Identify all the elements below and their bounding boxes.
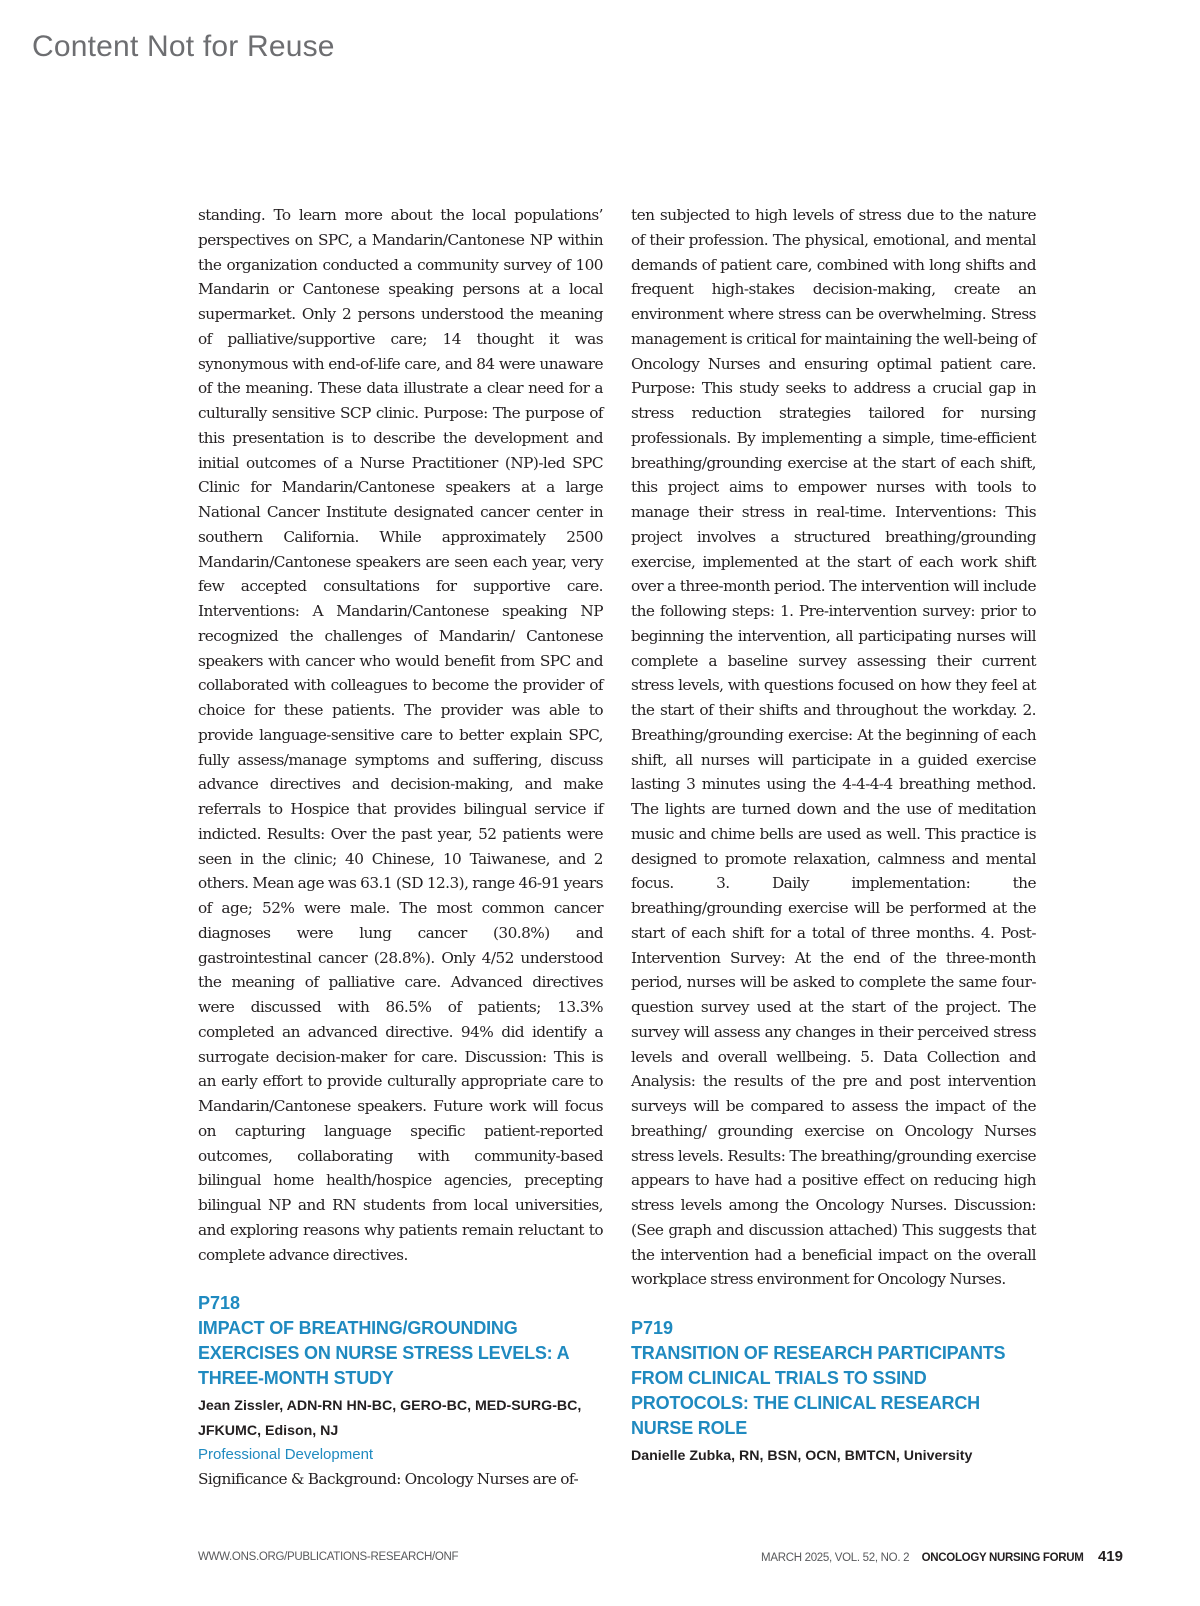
- abstract-title: IMPACT OF BREATHING/GROUNDING EXERCISES ON NURSE STRESS LEVELS: A THREE-MONTH STUDY: [198, 1318, 569, 1389]
- footer-right: [761, 1548, 1123, 1566]
- watermark: Content Not for Reuse: [32, 30, 335, 63]
- abstract-id: P718: [198, 1293, 241, 1314]
- footer-url[interactable]: WWW.ONS.ORG/PUBLICATIONS-RESEARCH/ONF: [198, 1551, 459, 1563]
- abstract-category: Professional Development: [198, 1446, 374, 1464]
- left-column: [198, 203, 603, 1492]
- page-number: 419: [1097, 1548, 1123, 1565]
- abstract-id: P719: [631, 1318, 674, 1338]
- abstract-authors: Jean Zissler, ADN-RN HN-BC, GERO-BC, MED-SURG-BC, JFKUMC, Edison, NJ: [198, 1398, 582, 1439]
- footer-journal-name: ONCOLOGY NURSING FORUM: [921, 1552, 1084, 1564]
- abstract-text-start: Significance & Background: Oncology Nurses are of-: [198, 1470, 579, 1489]
- abstract-authors: Danielle Zubka, RN, BSN, OCN, BMTCN, University: [631, 1448, 973, 1464]
- abstract-continued-text: standing. To learn more about the local populations’ perspectives on SPC, a Mandarin/Cantonese NP within the organization conducted a community survey of 100 Mandarin or Cantonese speaking persons at a local supermarket. Only 2 persons understood the meaning of palliative/supportive care; 14 thought it was synonymous with end-of-life care, and 84 were unaware of the meaning. These data illustrate a clear need for a culturally sensitive SCP clinic. Purpose: The purpose of this presentation is to describe the development and initial outcomes of a Nurse Practitioner (NP)-led SPC Clinic for Mandarin/Cantonese speakers at a large National Cancer Institute designated cancer center in southern California. While approximately 2500 Mandarin/Cantonese speakers are seen each year, very few accepted consultations for supportive care. Interventions: A Mandarin/Cantonese speaking NP recognized the challenges of Mandarin/ Cantonese speakers with cancer who would benefit from SPC and collaborated with colleagues to become the provider of choice for these patients. The provider was able to provide language-sensitive care to better explain SPC, fully assess/manage symptoms and suffering, discuss advance directives and decision-making, and make referrals to Hospice that provides bilingual service if indicted. Results: Over the past year, 52 patients were seen in the clinic; 40 Chinese, 10 Taiwanese, and 2 others. Mean age was 63.1 (SD 12.3), range 46-91 years of age; 52% were male. The most common cancer diagnoses were lung cancer (30.8%) and gastrointestinal cancer (28.8%). Only 4/52 understood the meaning of palliative care. Advanced directives were discussed with 86.5% of patients; 13.3% completed an advanced directive. 94% did identify a surrogate decision-maker for care. Discussion: This is an early effort to provide culturally appropriate care to Mandarin/Cantonese speakers. Future work will focus on capturing language specific patient-reported outcomes, collaborating with community-based bilingual home health/hospice agencies, precepting bilingual NP and RN students from local universities, and exploring reasons why patients remain reluctant to complete advance directives.: [198, 206, 603, 1264]
- footer-issue: MARCH 2025, VOL. 52, NO. 2: [761, 1552, 910, 1564]
- page-footer: [198, 1548, 1123, 1568]
- abstract-title: TRANSITION OF RESEARCH PARTICIPANTS FROM CLINICAL TRIALS TO SSIND PROTOCOLS: THE CLINICAL RESEARCH NURSE ROLE: [631, 1343, 1006, 1438]
- right-column: [631, 203, 1036, 1469]
- abstract-continued-text: ten subjected to high levels of stress due to the nature of their profession. The physical, emotional, and mental demands of patient care, combined with long shifts and frequent high-stakes decision-making, create an environment where stress can be overwhelming. Stress management is critical for maintaining the well-being of Oncology Nurses and ensuring optimal patient care. Purpose: This study seeks to address a crucial gap in stress reduction strategies tailored for nursing professionals. By implementing a simple, time-efficient breathing/grounding exercise at the start of each shift, this project aims to empower nurses with tools to manage their stress in real-time. Interventions: This project involves a structured breathing/grounding exercise, implemented at the start of each work shift over a three-month period. The intervention will include the following steps: 1. Pre-intervention survey: prior to beginning the intervention, all participating nurses will complete a baseline survey assessing their current stress levels, with questions focused on how they feel at the start of their shifts and throughout the workday. 2. Breathing/grounding exercise: At the beginning of each shift, all nurses will participate in a guided exercise lasting 3 minutes using the 4-4-4-4 breathing method. The lights are turned down and the use of meditation music and chime bells are used as well. This practice is designed to promote relaxation, calmness and mental focus. 3. Daily implementation: the breathing/grounding exercise will be performed at the start of each shift for a total of three months. 4. Post-Intervention Survey: At the end of the three-month period, nurses will be asked to complete the same four-question survey used at the start of the project. The survey will assess any changes in their perceived stress levels and overall wellbeing. 5. Data Collection and Analysis: the results of the pre and post intervention surveys will be compared to assess the impact of the breathing/ grounding exercise on Oncology Nurses stress levels. Results: The breathing/grounding exercise appears to have had a positive effect on reducing high stress levels among the Oncology Nurses. Discussion: (See graph and discussion attached) This suggests that the intervention had a beneficial impact on the overall workplace stress environment for Oncology Nurses.: [631, 206, 1036, 1289]
